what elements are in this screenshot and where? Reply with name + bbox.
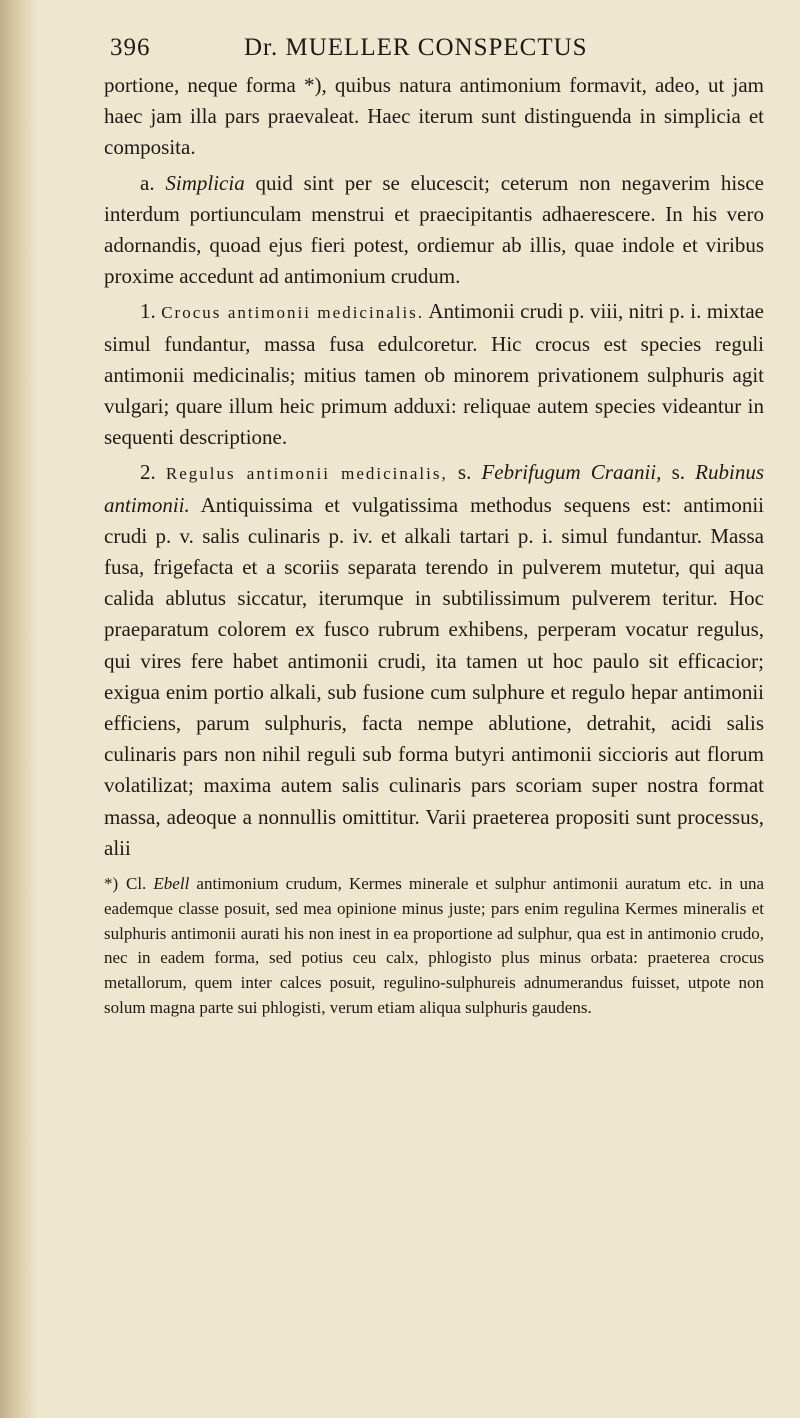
item-heading: Regulus antimonii medicinalis, — [165, 464, 448, 484]
running-title: Dr. MUELLER CONSPECTUS — [244, 34, 588, 61]
separator: s. — [447, 460, 482, 485]
page-header — [104, 30, 764, 70]
separator: s. — [661, 460, 696, 485]
paragraph-text: Antiquissima et vulgatissima methodus sequens est: antimonii crudi p. v. salis culinaris p. iv. et alkali tartari p. i. simul fundantur. Massa fusa, frigefacta et a scoriis separata terendo in pulverem mutetur, qui aqua calida ablutus siccatur, iterumque in subtilissimum pulverem teritur. Hoc praeparatum colorem ex fusco rubrum exhibens, perperam vocatur regulus, qui vires fere habet antimonii crudi, ita tamen ut hoc paulo sit efficacior; exigua enim portio alkali, sub fusione cum sulphure et regulo hepar antimonii efficiens, parum sulphuris, facta nempe ablutione, detrahit, acidi salis culinaris pars non nihil reguli sub forma butyri antimonii siccioris aut florum volatilizat; maxima autem salis culinaris pars scoriam super nostra format massa, adeoque a nonnullis omittitur. Varii praeterea propositi sunt processus, alii — [104, 492, 764, 860]
item-heading: Crocus antimonii medicinalis. — [161, 303, 425, 323]
section-heading: Simplicia — [165, 170, 245, 195]
footnote-cl: Cl. — [126, 874, 147, 894]
page-number: 396 — [110, 34, 151, 61]
footnote — [104, 872, 764, 1021]
synonym-2: Rubinus antimonii. — [104, 460, 764, 517]
synonym-1: Febrifugum Craanii, — [481, 460, 662, 485]
book-page — [104, 30, 764, 1038]
paragraph-simplicia — [104, 168, 764, 293]
item-number: 1. — [140, 299, 156, 324]
item-number: 2. — [140, 460, 156, 485]
paragraph-crocus — [104, 296, 764, 453]
paragraph-text: Antimonii crudi p. viii, nitri p. i. mixtae simul fundantur, massa fusa edulcoretur. Hic crocus est species reguli antimonii medicinalis; mitius tamen ob minorem privationem sulphuris agit vulgari; quare illum heic primum adduxi: reliquae autem species videantur in sequenti descriptione. — [104, 299, 764, 450]
paragraph-continuation — [104, 70, 764, 164]
footnote-author: Ebell — [153, 874, 190, 894]
paragraph-text: quid sint per se elucescit; ceterum non negaverim hisce interdum portiunculam menstrui et praecipitantis adhaerescere. In his vero adornandis, quoad ejus fieri potest, ordiemur ab illis, quae indole et viribus proxime accedunt ad antimonium crudum. — [104, 170, 764, 289]
paragraph-text: portione, neque forma *), quibus natura antimonium formavit, adeo, ut jam haec jam illa pars praevaleat. Haec iterum sunt distinguenda in simplicia et composita. — [104, 73, 764, 160]
footnote-text: antimonium crudum, Kermes minerale et sulphur antimonii auratum etc. in una eademque classe posuit, sed mea opinione minus juste; pars enim regulina Kermes mineralis et sulphuris antimonii aurati his non inest in ea proportione ad sulphur, qua est in antimonio crudo, nec in eadem forma, sed potius ceu calx, phlogisto plus minus orbata: praeterea crocus metallorum, quem inter calces posuit, regulino-sulphureis adnumerandus fuisset, utpote non solum magna parte sui phlogisti, verum etiam aliqua sulphuris gaudens. — [104, 874, 765, 1018]
section-label: a. — [140, 170, 155, 195]
footnote-mark: *) — [104, 874, 119, 894]
binding-gutter — [0, 0, 36, 1418]
paragraph-regulus — [104, 457, 764, 864]
